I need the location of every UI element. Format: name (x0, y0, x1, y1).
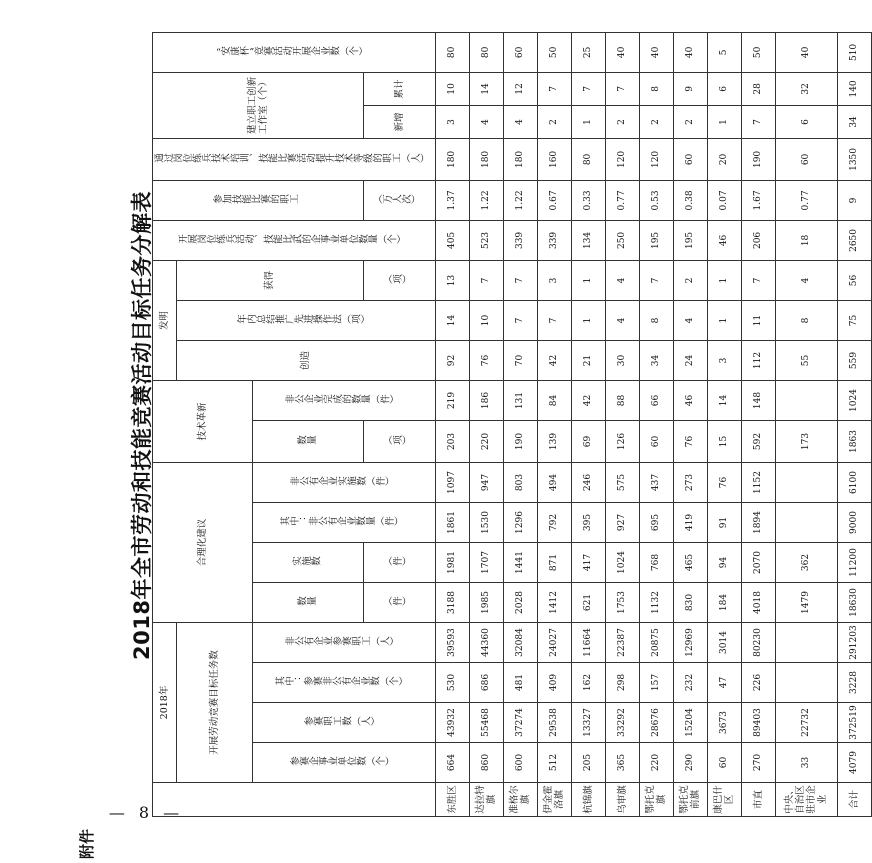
table-cell: 84 (537, 380, 571, 420)
table-cell: 46 (707, 220, 741, 260)
table-cell: 60 (707, 743, 741, 783)
header-heli-shuliang: 数量 (253, 583, 364, 623)
table-cell: 134 (571, 220, 605, 260)
table-cell: 195 (639, 220, 673, 260)
table-cell (775, 503, 837, 543)
table-cell: 219 (435, 380, 469, 420)
table-cell: 8 (639, 300, 673, 340)
table-cell: 7 (741, 260, 775, 300)
header-jishu: 技术革新 (153, 380, 253, 462)
table-cell: 13327 (571, 703, 605, 743)
header-anquan: “安康杯”竞赛活动开展企业数（个） (153, 32, 436, 72)
table-cell: 220 (639, 743, 673, 783)
table-cell: 37274 (503, 703, 537, 743)
table-cell: 592 (741, 420, 775, 462)
table-cell: 3 (435, 105, 469, 138)
table-cell: 621 (571, 583, 605, 623)
table-cell (775, 663, 837, 703)
table-cell: 7 (605, 72, 639, 105)
table-cell: 28 (741, 72, 775, 105)
table-cell: 195 (673, 220, 707, 260)
table-cell: 139 (537, 420, 571, 462)
table-cell: 92 (435, 340, 469, 380)
table-cell: 1753 (605, 583, 639, 623)
header-corner (153, 783, 436, 817)
table-cell: 11664 (571, 623, 605, 663)
header-canshai-zhigong: 参赛职工数（人） (253, 703, 435, 743)
table-cell: 559 (837, 340, 871, 380)
table-cell: 1.22 (469, 180, 503, 220)
table-cell: 18 (775, 220, 837, 260)
table-cell: 1530 (469, 503, 503, 543)
table-row (435, 32, 469, 816)
table-cell: 126 (605, 420, 639, 462)
table-cell: 250 (605, 220, 639, 260)
table-cell: 89403 (741, 703, 775, 743)
table-cell: 0.77 (605, 180, 639, 220)
table-cell: 2 (673, 105, 707, 138)
table-cell: 3 (537, 260, 571, 300)
table-cell: 947 (469, 462, 503, 502)
table-cell: 14 (435, 300, 469, 340)
table-cell: 830 (673, 583, 707, 623)
table-cell: 1 (707, 300, 741, 340)
table-cell: 465 (673, 543, 707, 583)
table-cell: 362 (775, 543, 837, 583)
table-cell: 9 (673, 72, 707, 105)
table-cell: 190 (503, 420, 537, 462)
table-cell: 1.67 (741, 180, 775, 220)
table-cell: 3 (707, 340, 741, 380)
table-cell: 8 (775, 300, 837, 340)
table-cell: 803 (503, 462, 537, 502)
table-cell: 206 (741, 220, 775, 260)
header-jishu-shuliang: 数量 (253, 420, 364, 462)
table-cell: 33292 (605, 703, 639, 743)
header-row-1 (153, 32, 177, 816)
table-cell: 32 (775, 72, 837, 105)
table-cell: 11200 (837, 543, 871, 583)
table-cell: 205 (571, 743, 605, 783)
table-cell: 40 (673, 32, 707, 72)
table-cell: 21 (571, 340, 605, 380)
table-cell: 7 (503, 260, 537, 300)
table-cell: 1479 (775, 583, 837, 623)
table-cell: 42 (571, 380, 605, 420)
table-row (469, 32, 503, 816)
table-cell: 15 (707, 420, 741, 462)
table-cell: 180 (435, 138, 469, 180)
table-cell: 695 (639, 503, 673, 543)
table-cell: 246 (571, 462, 605, 502)
table-cell: 7 (571, 72, 605, 105)
table-cell: 1024 (605, 543, 639, 583)
table-cell: 2 (605, 105, 639, 138)
table-cell: 1 (571, 260, 605, 300)
table-cell: 34 (837, 105, 871, 138)
table-cell: 13 (435, 260, 469, 300)
table-cell: 6100 (837, 462, 871, 502)
header-xinzeng: 新增 (363, 105, 435, 138)
table-cell (775, 623, 837, 663)
table-cell: 50 (741, 32, 775, 72)
table-cell: 34 (639, 340, 673, 380)
table-cell: 298 (605, 663, 639, 703)
table-cell: 24027 (537, 623, 571, 663)
table-cell: 437 (639, 462, 673, 502)
table-cell: 7 (639, 260, 673, 300)
table-cell: 80 (571, 138, 605, 180)
table-cell: 10 (435, 72, 469, 105)
table-cell: 80 (435, 32, 469, 72)
header-chuangzao: 创造 (177, 340, 436, 380)
header-kaizhan: 开展劳动竞赛目标任务数 (177, 623, 253, 783)
table-cell: 512 (537, 743, 571, 783)
table-cell: 55 (775, 340, 837, 380)
table-cell: 80 (469, 32, 503, 72)
table-cell: 1132 (639, 583, 673, 623)
table-cell: 42 (537, 340, 571, 380)
table-cell: 417 (571, 543, 605, 583)
table-cell: 0.38 (673, 180, 707, 220)
table-cell: 28676 (639, 703, 673, 743)
table-cell: 157 (639, 663, 673, 703)
table-cell: 76 (707, 462, 741, 502)
table-cell: 481 (503, 663, 537, 703)
table-cell: 6 (775, 105, 837, 138)
table-cell: 112 (741, 340, 775, 380)
table-cell: 60 (503, 32, 537, 72)
table-cell: 220 (469, 420, 503, 462)
table-cell: 186 (469, 380, 503, 420)
table-cell: 22387 (605, 623, 639, 663)
task-breakdown-table (152, 32, 872, 817)
header-wanren: （万人次） (363, 180, 435, 220)
table-cell: 1861 (435, 503, 469, 543)
table-cell: 600 (503, 743, 537, 783)
table-cell: 7 (503, 300, 537, 340)
document-title: 2018年全市劳动和技能竞赛活动目标任务分解表 (130, 191, 154, 660)
table-cell: 4 (605, 300, 639, 340)
table-cell: 2070 (741, 543, 775, 583)
table-cell: 1985 (469, 583, 503, 623)
table-cell: 1 (707, 105, 741, 138)
row-region-name: 乌审旗 (605, 783, 639, 817)
table-cell: 7 (741, 105, 775, 138)
table-cell: 88 (605, 380, 639, 420)
table-cell: 664 (435, 743, 469, 783)
table-cell: 273 (673, 462, 707, 502)
row-region-name: 中央、自治区驻市企业 (775, 783, 837, 817)
table-cell: 40 (639, 32, 673, 72)
table-cell: 7 (469, 260, 503, 300)
table-cell: 173 (775, 420, 837, 462)
table-cell: 94 (707, 543, 741, 583)
table-cell: 1707 (469, 543, 503, 583)
header-year: 2018年 (153, 623, 177, 783)
header-leiji: 累计 (363, 72, 435, 105)
table-cell: 50 (537, 32, 571, 72)
header-huode: 获得 (177, 260, 364, 300)
table-cell: 1 (571, 105, 605, 138)
header-xiang-2: （项） (363, 260, 435, 300)
table-cell: 0.33 (571, 180, 605, 220)
table-cell: 148 (741, 380, 775, 420)
table-cell: 226 (741, 663, 775, 703)
table-cell: 860 (469, 743, 503, 783)
table-cell: 39593 (435, 623, 469, 663)
table-cell: 3228 (837, 663, 871, 703)
table-cell: 1894 (741, 503, 775, 543)
table-cell: 270 (741, 743, 775, 783)
table-cell: 409 (537, 663, 571, 703)
table-row (673, 32, 707, 816)
table-cell: 530 (435, 663, 469, 703)
table-row (503, 32, 537, 816)
table-cell: 0.67 (537, 180, 571, 220)
table-cell: 1350 (837, 138, 871, 180)
table-row (775, 32, 837, 816)
table-cell: 1296 (503, 503, 537, 543)
table-cell: 7 (537, 300, 571, 340)
table-cell: 69 (571, 420, 605, 462)
table-row (741, 32, 775, 816)
table-cell: 160 (537, 138, 571, 180)
table-cell: 203 (435, 420, 469, 462)
table-cell: 405 (435, 220, 469, 260)
table-cell: 1097 (435, 462, 469, 502)
table-cell: 2 (537, 105, 571, 138)
table-cell: 232 (673, 663, 707, 703)
table-cell: 20 (707, 138, 741, 180)
table-cell: 2028 (503, 583, 537, 623)
table-cell: 1441 (503, 543, 537, 583)
table-cell: 43932 (435, 703, 469, 743)
table-cell: 76 (469, 340, 503, 380)
table-cell: 0.53 (639, 180, 673, 220)
table-cell: 18630 (837, 583, 871, 623)
header-jian-2: （件） (363, 543, 435, 583)
table-cell: 1152 (741, 462, 775, 502)
table-cell: 6 (707, 72, 741, 105)
header-chuangxin: 建立职工创新工作室（个） (153, 72, 364, 138)
table-cell: 9 (837, 180, 871, 220)
table-row (707, 32, 741, 816)
table-cell: 1 (571, 300, 605, 340)
table-cell: 871 (537, 543, 571, 583)
table-cell: 494 (537, 462, 571, 502)
row-region-name: 杭锦旗 (571, 783, 605, 817)
header-faming: 发明 (153, 260, 177, 380)
table-cell: 792 (537, 503, 571, 543)
table-cell: 927 (605, 503, 639, 543)
table-cell: 1981 (435, 543, 469, 583)
table-cell (775, 462, 837, 502)
table-cell: 4079 (837, 743, 871, 783)
row-region-name: 准格尔旗 (503, 783, 537, 817)
header-qizhong-feigong-jianyi: 其中：非公有企业数量（件） (253, 503, 435, 543)
table-cell: 523 (469, 220, 503, 260)
table-cell: 184 (707, 583, 741, 623)
header-shishi: 实施数 (253, 543, 364, 583)
row-region-name: 鄂托克前旗 (673, 783, 707, 817)
table-cell: 76 (673, 420, 707, 462)
table-row (639, 32, 673, 816)
table-cell: 11 (741, 300, 775, 340)
table-cell: 4 (605, 260, 639, 300)
row-region-name: 东胜区 (435, 783, 469, 817)
table-cell: 3673 (707, 703, 741, 743)
table-cell: 2650 (837, 220, 871, 260)
table-cell: 291203 (837, 623, 871, 663)
table-cell: 91 (707, 503, 741, 543)
table-cell: 7 (537, 72, 571, 105)
table-row (605, 32, 639, 816)
row-region-name: 市直 (741, 783, 775, 817)
table-cell: 190 (741, 138, 775, 180)
header-tongguo: 通过岗位练兵技术培训、技能比赛活动提升技术等级的职工（人） (153, 138, 436, 180)
table-cell: 60 (775, 138, 837, 180)
header-qizhong-feigong-danwei: 其中：参赛非公有企业数（个） (253, 663, 435, 703)
table-cell: 10 (469, 300, 503, 340)
table-cell: 120 (639, 138, 673, 180)
table-cell: 510 (837, 32, 871, 72)
table-cell: 3014 (707, 623, 741, 663)
table-cell: 290 (673, 743, 707, 783)
table-cell: 15204 (673, 703, 707, 743)
table-cell: 56 (837, 260, 871, 300)
table-cell: 419 (673, 503, 707, 543)
table-cell: 365 (605, 743, 639, 783)
table-cell: 60 (673, 138, 707, 180)
table-cell: 8 (639, 72, 673, 105)
row-region-name: 康巴什区 (707, 783, 741, 817)
table-cell: 4018 (741, 583, 775, 623)
table-cell: 395 (571, 503, 605, 543)
table-cell: 80230 (741, 623, 775, 663)
table-cell: 32084 (503, 623, 537, 663)
table-cell: 686 (469, 663, 503, 703)
table-cell: 339 (537, 220, 571, 260)
table-row (537, 32, 571, 816)
table-cell: 75 (837, 300, 871, 340)
table-cell: 70 (503, 340, 537, 380)
table-cell: 1.22 (503, 180, 537, 220)
table-cell: 4 (673, 300, 707, 340)
header-feigong-chengguo: 非公企业完成的数量（件） (253, 380, 435, 420)
table-cell: 5 (707, 32, 741, 72)
table-cell: 140 (837, 72, 871, 105)
table-cell: 768 (639, 543, 673, 583)
table-cell: 40 (775, 32, 837, 72)
table-cell: 24 (673, 340, 707, 380)
table-cell: 1 (707, 260, 741, 300)
table-cell: 1412 (537, 583, 571, 623)
table-cell: 372519 (837, 703, 871, 743)
table-cell: 40 (605, 32, 639, 72)
header-xiang-1: （项） (363, 420, 435, 462)
table-cell: 9000 (837, 503, 871, 543)
table-cell: 4 (469, 105, 503, 138)
table-cell (775, 380, 837, 420)
table-cell: 25 (571, 32, 605, 72)
table-cell: 4 (503, 105, 537, 138)
table-cell: 66 (639, 380, 673, 420)
header-canjia-bisai: 参加技能比赛的职工 (153, 180, 364, 220)
table-cell: 12 (503, 72, 537, 105)
header-feigong-shishi: 非公有企业实施数（件） (253, 462, 435, 502)
page-dash-right: — (163, 803, 182, 822)
table-cell: 60 (639, 420, 673, 462)
table-cell: 20875 (639, 623, 673, 663)
table-cell: 575 (605, 462, 639, 502)
table-cell: 33 (775, 743, 837, 783)
table-cell: 180 (469, 138, 503, 180)
table-cell: 44360 (469, 623, 503, 663)
row-region-name: 合计 (837, 783, 871, 817)
page-number-value: 8 (138, 803, 152, 822)
header-kaizhan-bingbing: 开展岗位练兵活动、技能比武的企事业单位数量（个） (153, 220, 436, 260)
table-cell: 2 (639, 105, 673, 138)
table-cell: 55468 (469, 703, 503, 743)
table-cell: 0.77 (775, 180, 837, 220)
row-region-name: 鄂托克旗 (639, 783, 673, 817)
page-dash-left: — (108, 803, 127, 822)
table-cell: 1.37 (435, 180, 469, 220)
table-cell: 12969 (673, 623, 707, 663)
attachment-label: 附件 (78, 828, 96, 859)
table-cell: 14 (469, 72, 503, 105)
table-cell: 4 (775, 260, 837, 300)
header-feigong-zhigong: 非公有企业参赛职工（人） (253, 623, 435, 663)
table-row (837, 32, 871, 816)
header-canshai-danwei: 参赛企事业单位数（个） (253, 743, 435, 783)
table-cell: 0.07 (707, 180, 741, 220)
table-cell: 1024 (837, 380, 871, 420)
table-cell: 120 (605, 138, 639, 180)
row-region-name: 达拉特旗 (469, 783, 503, 817)
table-cell: 339 (503, 220, 537, 260)
table-cell: 14 (707, 380, 741, 420)
table-row (571, 32, 605, 816)
table-cell: 162 (571, 663, 605, 703)
table-cell: 47 (707, 663, 741, 703)
table-cell: 22732 (775, 703, 837, 743)
table-cell: 3188 (435, 583, 469, 623)
table-cell: 1863 (837, 420, 871, 462)
row-region-name: 伊金霍洛旗 (537, 783, 571, 817)
table-cell: 131 (503, 380, 537, 420)
table-cell: 30 (605, 340, 639, 380)
header-zongjie: 年内总结推广先进操作法（项） (177, 300, 436, 340)
header-heli: 合理化建议 (153, 462, 253, 622)
table-cell: 46 (673, 380, 707, 420)
table-cell: 29538 (537, 703, 571, 743)
table-cell: 180 (503, 138, 537, 180)
header-jian-1: （件） (363, 583, 435, 623)
table-cell: 2 (673, 260, 707, 300)
